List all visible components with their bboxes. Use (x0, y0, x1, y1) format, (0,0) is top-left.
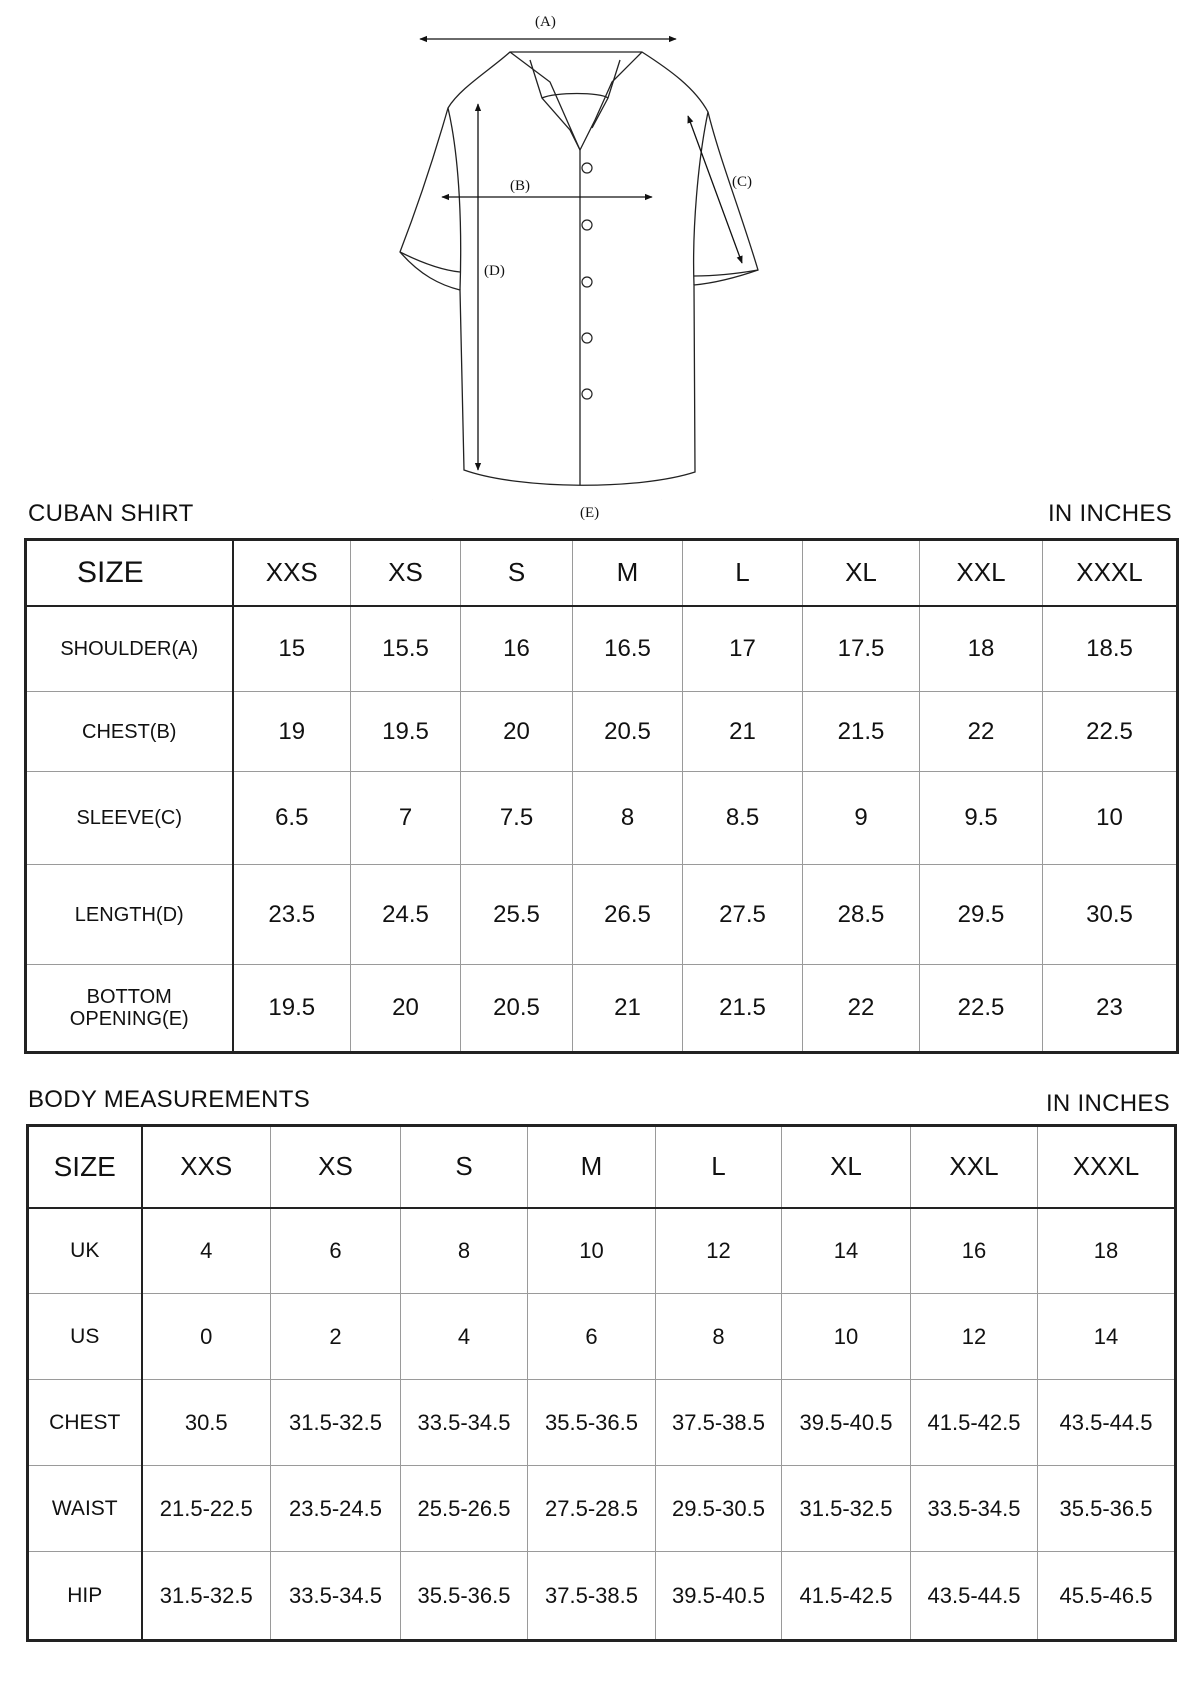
row-label: SLEEVE(C) (26, 772, 233, 865)
table-cell: 23 (1043, 965, 1178, 1053)
row-label: UK (28, 1208, 142, 1294)
table-cell: 6 (271, 1208, 401, 1294)
table-cell: 37.5-38.5 (656, 1380, 782, 1466)
table-cell: 19.5 (233, 965, 351, 1053)
table-row (26, 606, 1178, 692)
table-cell: 12 (656, 1208, 782, 1294)
row-label: US (28, 1294, 142, 1380)
button-icons (582, 163, 592, 399)
table-cell: 19.5 (351, 692, 461, 772)
table-cell: 8.5 (683, 772, 803, 865)
label-c: (C) (732, 174, 752, 190)
table-cell: 21 (683, 692, 803, 772)
table-cell: 33.5-34.5 (271, 1552, 401, 1641)
table-cell: 21 (573, 965, 683, 1053)
table-cell: 21.5-22.5 (142, 1466, 271, 1552)
table-cell: 10 (782, 1294, 911, 1380)
row-label: CHEST(B) (26, 692, 233, 772)
table-cell: 7 (351, 772, 461, 865)
shirt-header-row (26, 540, 1178, 606)
table-cell: 22 (803, 965, 920, 1053)
table-cell: 31.5-32.5 (142, 1552, 271, 1641)
size-xxs-header: XXS (233, 540, 351, 606)
table-row (28, 1466, 1176, 1552)
row-label (26, 965, 233, 1053)
size-xxxl-header: XXXL (1038, 1126, 1176, 1208)
size-m-header: M (528, 1126, 656, 1208)
table-cell: 15 (233, 606, 351, 692)
body-table-title: BODY MEASUREMENTS (28, 1086, 311, 1113)
shirt-measurement-diagram (380, 0, 820, 500)
table-cell: 22.5 (1043, 692, 1178, 772)
size-header: SIZE (26, 540, 233, 606)
label-e: (E) (580, 505, 600, 521)
size-s-header: S (461, 540, 573, 606)
size-header: SIZE (28, 1126, 142, 1208)
table-cell: 8 (656, 1294, 782, 1380)
size-xl-header: XL (782, 1126, 911, 1208)
size-xs-header: XS (271, 1126, 401, 1208)
table-cell: 7.5 (461, 772, 573, 865)
table-row (28, 1294, 1176, 1380)
table-cell: 23.5-24.5 (271, 1466, 401, 1552)
table-cell: 35.5-36.5 (1038, 1466, 1176, 1552)
table-cell: 17 (683, 606, 803, 692)
table-row (28, 1552, 1176, 1641)
table-cell: 21.5 (683, 965, 803, 1053)
size-xxl-header: XXL (911, 1126, 1038, 1208)
table-cell: 33.5-34.5 (911, 1466, 1038, 1552)
table-cell: 24.5 (351, 865, 461, 965)
table-cell: 4 (401, 1294, 528, 1380)
shirt-outline (400, 52, 758, 485)
table-cell: 31.5-32.5 (782, 1466, 911, 1552)
table-cell: 35.5-36.5 (401, 1552, 528, 1641)
table-cell: 30.5 (142, 1380, 271, 1466)
shirt-table-unit: IN INCHES (1047, 500, 1172, 527)
table-cell: 31.5-32.5 (271, 1380, 401, 1466)
table-cell: 15.5 (351, 606, 461, 692)
table-row (26, 772, 1178, 865)
table-cell: 18 (920, 606, 1043, 692)
table-cell: 21.5 (803, 692, 920, 772)
label-a: (A) (535, 14, 556, 30)
table-cell: 6.5 (233, 772, 351, 865)
shirt-table-title: CUBAN SHIRT (28, 500, 194, 527)
table-cell: 39.5-40.5 (782, 1380, 911, 1466)
table-cell: 6 (528, 1294, 656, 1380)
table-row (28, 1208, 1176, 1294)
table-cell: 43.5-44.5 (1038, 1380, 1176, 1466)
size-l-header: L (656, 1126, 782, 1208)
size-xl-header: XL (803, 540, 920, 606)
table-cell: 16.5 (573, 606, 683, 692)
table-cell: 43.5-44.5 (911, 1552, 1038, 1641)
table-cell: 20 (351, 965, 461, 1053)
table-cell: 27.5-28.5 (528, 1466, 656, 1552)
table-cell: 8 (573, 772, 683, 865)
table-row (26, 965, 1178, 1053)
table-row (26, 865, 1178, 965)
label-b: (B) (510, 178, 530, 194)
row-label: WAIST (28, 1466, 142, 1552)
table-cell: 45.5-46.5 (1038, 1552, 1176, 1641)
table-cell: 33.5-34.5 (401, 1380, 528, 1466)
row-label: LENGTH(D) (26, 865, 233, 965)
size-l-header: L (683, 540, 803, 606)
table-cell: 2 (271, 1294, 401, 1380)
table-cell: 22 (920, 692, 1043, 772)
table-cell: 25.5 (461, 865, 573, 965)
table-cell: 8 (401, 1208, 528, 1294)
table-cell: 14 (782, 1208, 911, 1294)
table-cell: 37.5-38.5 (528, 1552, 656, 1641)
size-m-header: M (573, 540, 683, 606)
table-row (26, 692, 1178, 772)
body-measurement-table (26, 1124, 1177, 1642)
table-cell: 12 (911, 1294, 1038, 1380)
size-s-header: S (401, 1126, 528, 1208)
size-xxxl-header: XXXL (1043, 540, 1178, 606)
table-cell: 20.5 (461, 965, 573, 1053)
table-cell: 16 (911, 1208, 1038, 1294)
body-table-unit: IN INCHES (1045, 1090, 1170, 1117)
row-label: HIP (28, 1552, 142, 1641)
body-header-row (28, 1126, 1176, 1208)
table-cell: 26.5 (573, 865, 683, 965)
size-xxs-header: XXS (142, 1126, 271, 1208)
table-cell: 22.5 (920, 965, 1043, 1053)
table-cell: 23.5 (233, 865, 351, 965)
table-cell: 4 (142, 1208, 271, 1294)
table-cell: 29.5-30.5 (656, 1466, 782, 1552)
shirt-illustration (380, 0, 820, 500)
table-cell: 35.5-36.5 (528, 1380, 656, 1466)
table-cell: 18 (1038, 1208, 1176, 1294)
table-cell: 16 (461, 606, 573, 692)
table-cell: 25.5-26.5 (401, 1466, 528, 1552)
row-label: SHOULDER(A) (26, 606, 233, 692)
table-cell: 41.5-42.5 (782, 1552, 911, 1641)
table-cell: 27.5 (683, 865, 803, 965)
size-xs-header: XS (351, 540, 461, 606)
row-label-line: BOTTOM (86, 986, 172, 1008)
table-cell: 10 (1043, 772, 1178, 865)
size-xxl-header: XXL (920, 540, 1043, 606)
row-label: CHEST (28, 1380, 142, 1466)
label-d: (D) (484, 263, 505, 279)
table-cell: 10 (528, 1208, 656, 1294)
table-cell: 14 (1038, 1294, 1176, 1380)
table-cell: 20.5 (573, 692, 683, 772)
table-cell: 39.5-40.5 (656, 1552, 782, 1641)
table-cell: 28.5 (803, 865, 920, 965)
table-cell: 19 (233, 692, 351, 772)
table-cell: 17.5 (803, 606, 920, 692)
table-cell: 29.5 (920, 865, 1043, 965)
table-cell: 18.5 (1043, 606, 1178, 692)
table-cell: 20 (461, 692, 573, 772)
shirt-size-table (24, 538, 1179, 1054)
row-label-line: OPENING(E) (69, 1008, 189, 1030)
table-cell: 30.5 (1043, 865, 1178, 965)
table-cell: 9.5 (920, 772, 1043, 865)
table-cell: 0 (142, 1294, 271, 1380)
table-row (28, 1380, 1176, 1466)
table-cell: 41.5-42.5 (911, 1380, 1038, 1466)
table-cell: 9 (803, 772, 920, 865)
